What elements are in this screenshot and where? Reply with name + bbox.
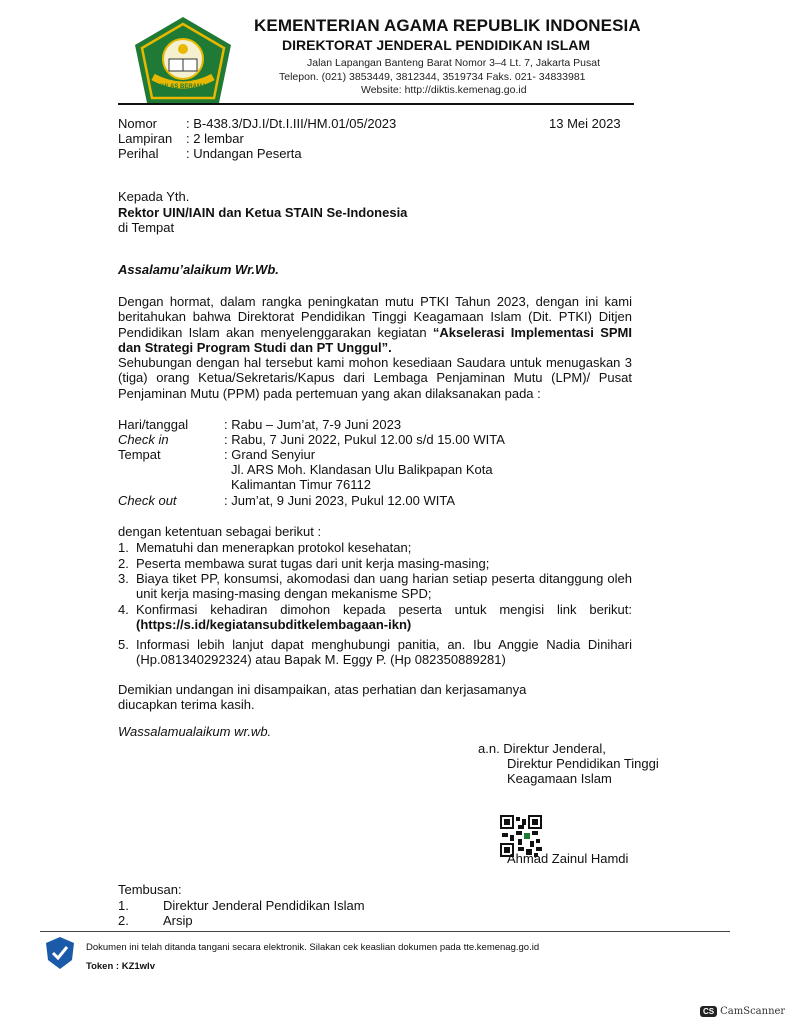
closing-line-2: diucapkan terima kasih. (118, 697, 255, 712)
list-item: Biaya tiket PP, konsumsi, akomodasi dan uang harian setiap peserta ditanggung oleh unit kerja masing-masing dengan mekanisme SPD; (136, 571, 632, 602)
tempat-region: Kalimantan Timur 76112 (231, 477, 371, 492)
lampiran-label: Lampiran (118, 131, 173, 146)
list-item: Informasi lebih lanjut dapat menghubungi panitia, an. Ibu Anggie Nadia Dinihari (136, 637, 632, 652)
list-item-number: 2. (118, 556, 129, 571)
tempat-label: Tempat (118, 447, 161, 462)
tembusan-item: Direktur Jenderal Pendidikan Islam (163, 898, 365, 913)
list-item-number: 5. (118, 637, 129, 652)
recipient-place: di Tempat (118, 220, 175, 235)
checkout-value: : Jum’at, 9 Juni 2023, Pukul 12.00 WITA (224, 493, 455, 508)
tempat-value: : Grand Senyiur (224, 447, 316, 462)
perihal-value: : Undangan Peserta (186, 146, 302, 161)
closing-salam: Wassalamualaikum wr.wb. (118, 724, 272, 739)
footer-token: Token : KZ1wlv (86, 961, 155, 972)
greeting: Assalamu’alaikum Wr.Wb. (118, 262, 279, 277)
tembusan-number: 2. (118, 913, 129, 928)
footer-rule (40, 931, 730, 932)
tembusan-number: 1. (118, 898, 129, 913)
nomor-label: Nomor (118, 116, 158, 131)
body-paragraph-1 (118, 294, 632, 356)
directorate-title: DIREKTORAT JENDERAL PENDIDIKAN ISLAM (282, 37, 591, 53)
list-item: Konfirmasi kehadiran dimohon kepada peserta untuk mengisi link berikut: (136, 602, 632, 617)
camscanner-label: CamScanner (720, 1006, 785, 1017)
nomor-value: : B-438.3/DJ.I/Dt.I.III/HM.01/05/2023 (186, 116, 397, 131)
list-item: Peserta membawa surat tugas dari unit kerja masing-masing; (136, 556, 490, 571)
checkout-label: Check out (118, 493, 177, 508)
signature-line-2: Direktur Pendidikan Tinggi (507, 756, 659, 771)
event-title: “Akselerasi Implementasi SPMI dan Strategi Program Studi dan PT Unggul”. (118, 324, 632, 356)
camscanner-watermark (700, 1006, 785, 1017)
hari-label: Hari/tanggal (118, 417, 189, 432)
tembusan-label: Tembusan: (118, 882, 182, 897)
ministry-title: KEMENTERIAN AGAMA REPUBLIK INDONESIA (254, 16, 641, 35)
list-item-number: 4. (118, 602, 129, 617)
closing-line-1: Demikian undangan ini disampaikan, atas perhatian dan kerjasamanya (118, 682, 527, 697)
kemenag-logo-icon (133, 15, 233, 105)
list-item-number: 3. (118, 571, 129, 586)
e-signature-seal-icon (44, 936, 76, 970)
list-item-number: 1. (118, 540, 129, 555)
recipient-salutation: Kepada Yth. (118, 189, 190, 204)
kop-address: Jalan Lapangan Banteng Barat Nomor 3–4 Lt. 7, Jakarta Pusat (307, 57, 601, 69)
registration-link[interactable]: (https://s.id/kegiatansubditkelembagaan-ikn) (136, 617, 412, 632)
camscanner-icon: CS (700, 1006, 717, 1017)
paragraph-1-text: Dengan hormat, dalam rangka peningkatan mutu PTKI Tahun 2023, dengan ini kami beritahukan bahwa Direktorat Pendidikan Tinggi Keagamaan Islam (Dit. PTKI) Ditjen Pendidikan Islam akan menyelenggarakan kegiatan (118, 294, 632, 340)
list-item: Mematuhi dan menerapkan protokol kesehatan; (136, 540, 412, 555)
footer-note: Dokumen ini telah ditanda tangani secara elektronik. Silakan cek keaslian dokumen pada tte.kemenag.go.id (86, 942, 540, 953)
tempat-address: Jl. ARS Moh. Klandasan Ulu Balikpapan Kota (231, 462, 493, 477)
signatory-name: Ahmad Zainul Hamdi (507, 851, 629, 866)
perihal-label: Perihal (118, 146, 159, 161)
kop-website: Website: http://diktis.kemenag.go.id (361, 84, 527, 96)
kop-phone: Telepon. (021) 3853449, 3812344, 3519734 Faks. 021- 34833981 (279, 71, 586, 83)
checkin-label: Check in (118, 432, 169, 447)
recipient-name: Rektor UIN/IAIN dan Ketua STAIN Se-Indonesia (118, 205, 408, 220)
contact-phones: (Hp.081340292324) atau Bapak M. Eggy P. (Hp 082350889281) (136, 652, 506, 667)
body-paragraph-2: Sehubungan dengan hal tersebut kami mohon kesediaan Saudara untuk menugaskan 3 (tiga) orang Ketua/Sekretaris/Kapus dari Lembaga Penjaminan Mutu (LPM)/ Pusat Penjaminan Mutu (PPM) pada pertemuan yang akan dilaksanakan pada : (118, 355, 632, 401)
signature-line-1: a.n. Direktur Jenderal, (478, 741, 606, 756)
signature-line-3: Keagamaan Islam (507, 771, 612, 786)
svg-text:IKHLAS BERAMAL: IKHLAS BERAMAL (156, 84, 210, 90)
conditions-intro: dengan ketentuan sebagai berikut : (118, 524, 322, 539)
tembusan-item: Arsip (163, 913, 193, 928)
checkin-value: : Rabu, 7 Juni 2022, Pukul 12.00 s/d 15.00 WITA (224, 432, 505, 447)
lampiran-value: : 2 lembar (186, 131, 244, 146)
hari-value: : Rabu – Jum’at, 7-9 Juni 2023 (224, 417, 402, 432)
letterhead-rule (118, 103, 634, 105)
letter-date: 13 Mei 2023 (549, 116, 621, 131)
